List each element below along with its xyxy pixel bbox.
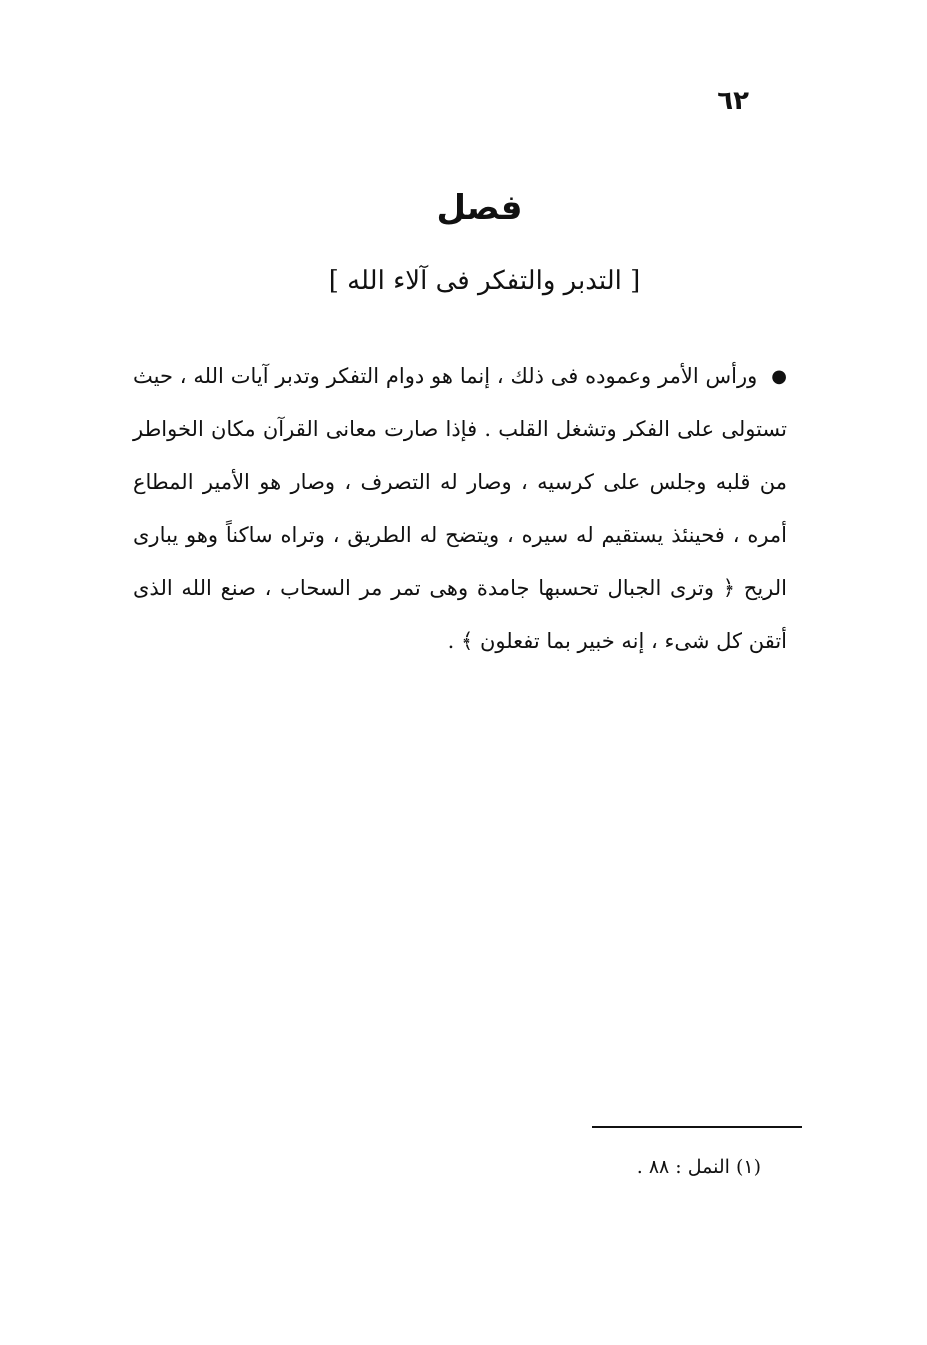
footnote-divider <box>592 1126 802 1128</box>
bullet-icon: ● <box>771 366 787 387</box>
section-subtitle: [ التدبر والتفكر فى آلاء الله ] <box>328 266 641 296</box>
page-number: ٦٢ <box>717 86 749 116</box>
chapter-title: فصل <box>436 188 523 228</box>
body-paragraph <box>133 350 787 668</box>
footnote: (١) النمل : ٨٨ . <box>636 1156 761 1178</box>
paragraph-text: ورأس الأمر وعموده فى ذلك ، إنما هو دوام التفكر وتدبر آيات الله ، حيث تستولى على الفكر وتشغل القلب . فإذا صارت معانى القرآن مكان الخواطر من قلبه وجلس على كرسيه ، وصار له التصرف ، وصار هو الأمير المطاع أمره ، فحينئذ يستقيم له سيره ، ويتضح له الطريق ، وتراه ساكناً وهو يبارى الريح ﴿ وترى الجبال تحسبها جامدة وهى تمر مر السحاب ، صنع الله الذى أتقن كل شىء ، إنه خبير بما تفعلون ﴾ . <box>133 364 787 653</box>
